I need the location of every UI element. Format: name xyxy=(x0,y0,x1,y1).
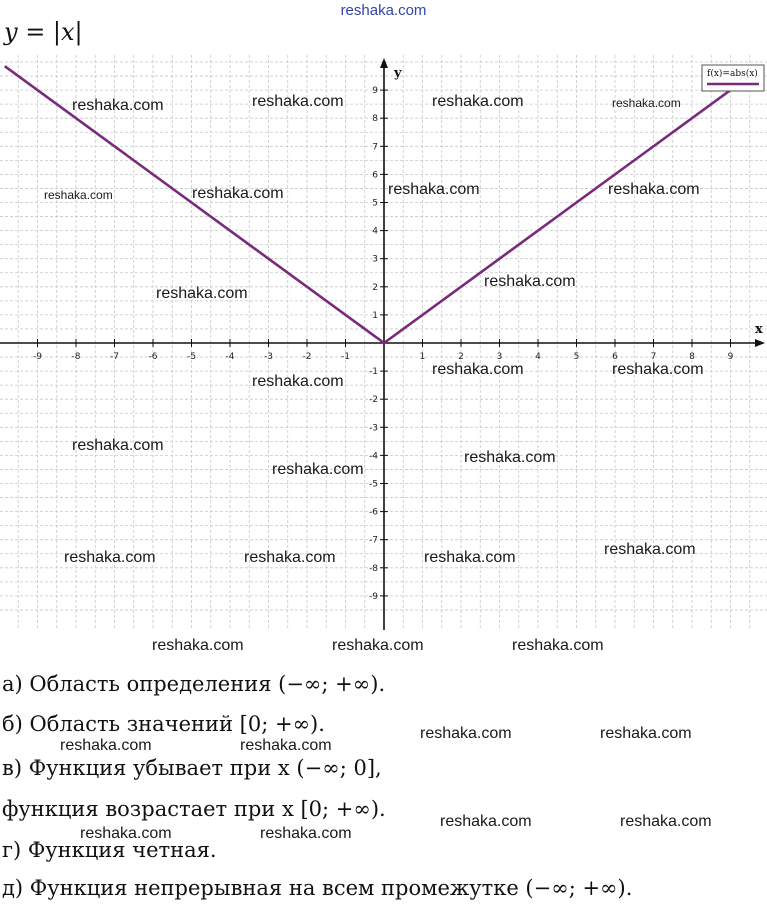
x-tick-label: -9 xyxy=(33,352,42,362)
x-tick-label: -7 xyxy=(110,352,119,362)
x-tick-label: -2 xyxy=(302,352,312,362)
x-tick-label: 2 xyxy=(458,352,464,362)
y-tick-label: 2 xyxy=(372,282,378,293)
x-tick-label: -8 xyxy=(71,352,81,362)
legend-entry-label: f(x)=abs(x) xyxy=(707,69,758,79)
property-decreasing: в) Функция убывает при x (−∞; 0], xyxy=(2,756,382,780)
y-tick-label: -6 xyxy=(369,507,378,518)
watermark-text: reshaka.com xyxy=(440,813,532,830)
property-continuous: д) Функция непрерывная на всем промежутке (−∞; +∞). xyxy=(2,876,633,900)
x-tick-label: -4 xyxy=(225,352,235,362)
y-axis-label: y xyxy=(394,66,402,81)
watermark-text: reshaka.com xyxy=(432,361,524,378)
watermark-text: reshaka.com xyxy=(604,541,696,558)
y-axis-arrow xyxy=(380,58,388,68)
y-tick-label: -9 xyxy=(369,591,378,602)
watermark-text: reshaka.com xyxy=(620,813,712,830)
x-tick-label: -5 xyxy=(187,352,196,362)
property-increasing: функция возрастает при x [0; +∞). xyxy=(2,797,386,821)
watermark-text: reshaka.com xyxy=(464,449,556,466)
watermark-text: reshaka.com xyxy=(424,549,516,566)
x-tick-label: 3 xyxy=(496,352,503,362)
watermark-text: reshaka.com xyxy=(600,725,692,742)
watermark-text: reshaka.com xyxy=(64,549,156,566)
watermark-text: reshaka.com xyxy=(272,461,364,478)
watermark-text: reshaka.com xyxy=(420,725,512,742)
y-tick-label: 1 xyxy=(372,310,378,321)
x-tick-label: 1 xyxy=(419,352,426,362)
x-tick-label: -1 xyxy=(341,352,350,362)
watermark-text: reshaka.com xyxy=(612,96,681,110)
x-tick-label: 6 xyxy=(612,352,618,362)
x-tick-label: -3 xyxy=(264,352,273,362)
watermark-text: reshaka.com xyxy=(484,273,576,290)
watermark-text: reshaka.com xyxy=(44,188,113,202)
y-tick-label: -5 xyxy=(369,479,378,490)
watermark-text: reshaka.com xyxy=(60,737,152,754)
function-title: y = |x| xyxy=(4,18,83,46)
y-tick-label: 8 xyxy=(372,114,378,125)
watermark-text: reshaka.com xyxy=(512,637,604,654)
x-tick-label: 8 xyxy=(689,352,695,362)
y-tick-label: 4 xyxy=(372,226,378,237)
y-tick-label: 9 xyxy=(372,86,378,97)
watermark-text: reshaka.com xyxy=(332,637,424,654)
watermark-text: reshaka.com xyxy=(244,549,336,566)
property-range: б) Область значений [0; +∞). xyxy=(2,712,325,736)
property-domain: а) Область определения (−∞; +∞). xyxy=(2,672,386,696)
legend xyxy=(702,65,764,91)
x-tick-label: 5 xyxy=(573,352,580,362)
watermark-text: reshaka.com xyxy=(608,181,700,198)
watermark-text: reshaka.com xyxy=(260,825,352,842)
x-tick-label: 7 xyxy=(650,352,657,362)
x-tick-label: -6 xyxy=(148,352,158,362)
x-tick-label: 4 xyxy=(535,352,541,362)
y-tick-label: -7 xyxy=(369,535,378,546)
y-tick-label: 3 xyxy=(372,254,378,265)
y-tick-label: 7 xyxy=(372,142,378,153)
property-even: г) Функция четная. xyxy=(2,838,217,862)
y-tick-label: -2 xyxy=(369,395,378,406)
watermark-text: reshaka.com xyxy=(252,373,344,390)
watermark-text: reshaka.com xyxy=(192,185,284,202)
watermark-text: reshaka.com xyxy=(156,285,248,302)
x-axis-arrow xyxy=(755,339,765,347)
watermark-text: reshaka.com xyxy=(80,825,172,842)
watermark-text: reshaka.com xyxy=(432,93,524,110)
x-axis-label: x xyxy=(755,322,763,337)
watermark-text: reshaka.com xyxy=(612,361,704,378)
y-tick-label: -1 xyxy=(369,367,378,378)
watermark-text: reshaka.com xyxy=(72,437,164,454)
watermark-text: reshaka.com xyxy=(388,181,480,198)
y-tick-label: 6 xyxy=(372,170,378,181)
watermark-text: reshaka.com xyxy=(252,93,344,110)
y-tick-label: -8 xyxy=(369,563,378,574)
watermark-text: reshaka.com xyxy=(152,637,244,654)
watermark-text: reshaka.com xyxy=(240,737,332,754)
x-tick-label: 9 xyxy=(727,352,734,362)
y-tick-label: -4 xyxy=(369,451,378,462)
site-watermark-top: reshaka.com xyxy=(340,2,427,19)
watermark-text: reshaka.com xyxy=(72,97,164,114)
y-tick-label: -3 xyxy=(369,423,378,434)
y-tick-label: 5 xyxy=(372,198,378,209)
